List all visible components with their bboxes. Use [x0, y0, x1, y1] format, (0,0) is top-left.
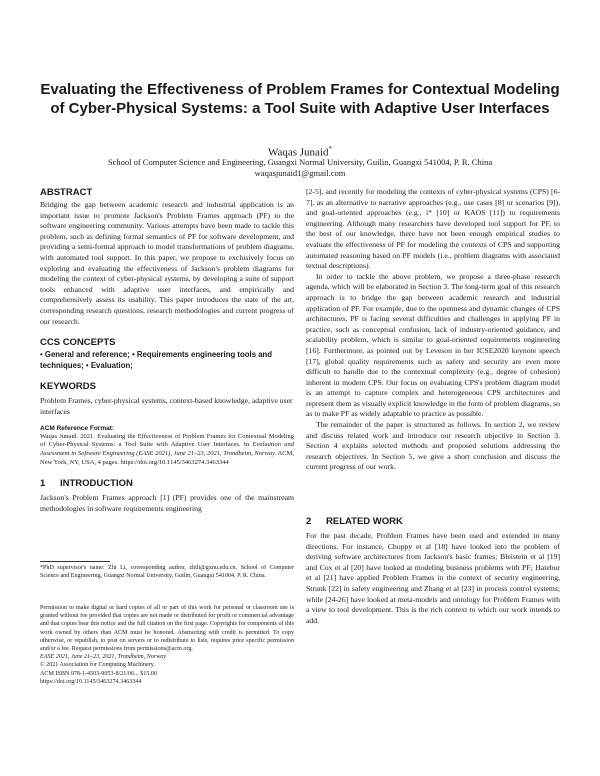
isbn-line: ACM ISBN 978-1-4503-9053-8/21/06... $15.00: [40, 670, 157, 677]
abstract-text: Bridging the gap between academic research and industrial application is an important issue to promote Jackson's Problem Frames approach (PF) to the software engineering community. Various attempts have been made to tackle this problem, such as defining formal semantics of PF for software development, and providing a semi-formal approach to model transformations of problem diagrams, with automated tool support. In this paper, we propose to exclusively focus on exploring and evaluating the effectiveness of Jackson's problem diagrams for modeling the context of cyber-physical systems, by developing a suite of support tools enhanced with adaptive user interfaces, and empirically and comprehensively assess its usability. This paper introduces the state of the art, corresponding research questions, research methodologies and current progress of our research.: [40, 200, 294, 326]
doi-link[interactable]: https://doi.org/10.1145/3463274.3463344: [40, 678, 142, 685]
related-work-heading-text: RELATED WORK: [326, 516, 403, 528]
right-para-1: [2-5], and recently for modeling the contexts of cyber-physical systems (CPS) [6-7], as an alternative to narrative approaches (e.g., use cases [8] or scenarios [9]), and goal-oriented approaches (e.g., i* [10] or KAOS [11]) to requirements engineering. Although many researchers have developed tool support for PF, to the best of our knowledge, there have not been enough empirical studies to evaluate the effectiveness of PF for modeling the contexts of CPS and supporting automated reasoning based on PF models (i.e., problem diagrams with associated textual descriptions).: [306, 187, 560, 271]
affiliation: School of Computer Science and Engineering, Guangxi Normal University, Guilin, Guangxi 541004, P. R. China: [107, 157, 493, 167]
right-para-2: In order to tackle the above problem, we propose a three-phase research agenda, which will be elaborated in Section 3. The long-term goal of this research approach is to bridge the gap between academic research and industrial application of PF. For example, due to the openness and dynamic changes of CPS architectures, PF is facing several difficulties and challenges in applying PF in practice, such as conceptual confusion, lack of industry-oriented guidance, and scalability problem, which is similar to goal-oriented requirements engineering [16]. Furthermore, as pointed out by Leveson in her ICSE2020 keynote speech [17], global quality requirements such as safety and security are even more difficult to handle due to the contextual complexity (e.g., degree of cohesion) inherent in modern CPS. Our focus on evaluating CPS's problem diagram model is an attempt to capture complex and heterogeneous CPS architectures and represent them as visually explicit knowledge in the form of problem diagrams, so as to make PF as widely adaptable to practice as possible.: [306, 271, 560, 419]
footnote-text: *PhD supervisor's name: Zhi Li, corresponding author, zhili@gxnu.edu.cn, School of Computer Science and Engineering, Guangxi Normal University, Guilin, Guangxi 541004, P. R. China.: [40, 565, 294, 580]
footnote-rule: [40, 561, 110, 562]
permission-block: [40, 604, 294, 686]
ccs-heading: CCS CONCEPTS: [40, 337, 116, 349]
related-work-text: For the past decade, Problem Frames have been used and extended in many directions. For instance, Choppy et al [18] have looked into the problem of deriving software architectures from Jackson's basic frames; Bleistein et al [19] and Cox et al [20] have looked at modeling business problems with PF; Hatebur et al [21] have applied Problem Frames in the context of security engineering, Strunk [22] in safety engineering and Zhang et al [23] in process control systems; while [24-26] have looked at meta-models and ontology for Problem Frames with a view to tool development. This is the rich context to which our work intends to add.: [306, 531, 560, 625]
left-column: [40, 187, 294, 514]
permission-venue-text: EASE 2021, June 21–23, 2021, Trondheim, Norway: [40, 654, 167, 661]
acm-reference-heading: ACM Reference Format:: [40, 424, 115, 432]
related-work-number: 2: [306, 516, 312, 528]
acm-reference-text: [40, 433, 294, 469]
acm-reference-line2: ACM, New York, NY, USA, 4 pages. https://doi.org/10.1145/3463274.3463344: [40, 450, 294, 467]
related-work-heading: [306, 516, 560, 528]
permission-venue: [40, 653, 294, 661]
author-name-text: Waqas Junaid: [267, 146, 329, 159]
paper-title: Evaluating the Effectiveness of Problem Frames for Contextual Modeling of Cyber-Physical Systems: a Tool Suite with Adaptive User Interfaces: [40, 81, 560, 117]
acm-reference-venue: Evaluation and Assessment in Software Engineering (EASE 2021), June 21–23, 2021, Trondheim, Norway.: [40, 441, 294, 458]
keywords-heading: KEYWORDS: [40, 381, 96, 393]
ccs-concepts: • General and reference; • Requirements engineering tools and techniques; • Evaluation;: [40, 350, 273, 370]
keywords-text: Problem Frames, cyber-physical systems, context-based knowledge, adaptive user interfaces: [40, 396, 293, 416]
footnote-block: [40, 564, 294, 580]
right-para-3: The remainder of the paper is structured as follows. In section 2, we review and discuss related work and introduce our research objective in Section 3. Section 4 explains selected methods and proposed solutions addressing the research objectives. In Section 5, we give a short conclusion and discuss the current progress of our work.: [306, 420, 560, 472]
right-column: [306, 187, 560, 626]
intro-text: Jackson's Problem Frames approach [1] (PF) provides one of the mainstream methodologies in software requirements engineering: [40, 493, 294, 513]
intro-heading: [40, 478, 294, 490]
abstract-heading: ABSTRACT: [40, 187, 93, 198]
permission-text: Permission to make digital or hard copies of all or part of this work for personal or classroom use is granted without fee provided that copies are not made or distributed for profit or commercial advantage and that copies bear this notice and the full citation on the first page. Copyrights for components of this work owned by others than ACM must be honored. Abstracting with credit is permitted. To copy otherwise, or republish, to post on servers or to redistribute to lists, requires prior specific permission and/or a fee. Request permissions from permissions@acm.org.: [40, 605, 294, 653]
author-email: waqasjunaid1@gmail.com: [254, 168, 346, 178]
author-footnote-mark: *: [328, 145, 333, 153]
acm-reference-line1: Waqas Junaid. 2021. Evaluating the Effectiveness of Problem Frames for Contextual Modeling of Cyber-Physical Systems: a Tool Suite with Adaptive User Interfaces. In: [40, 432, 294, 449]
copyright-line: © 2021 Association for Computing Machinery.: [40, 662, 155, 669]
intro-heading-text: INTRODUCTION: [60, 478, 133, 490]
ccs-text: [40, 350, 294, 371]
intro-number: 1: [40, 478, 46, 490]
